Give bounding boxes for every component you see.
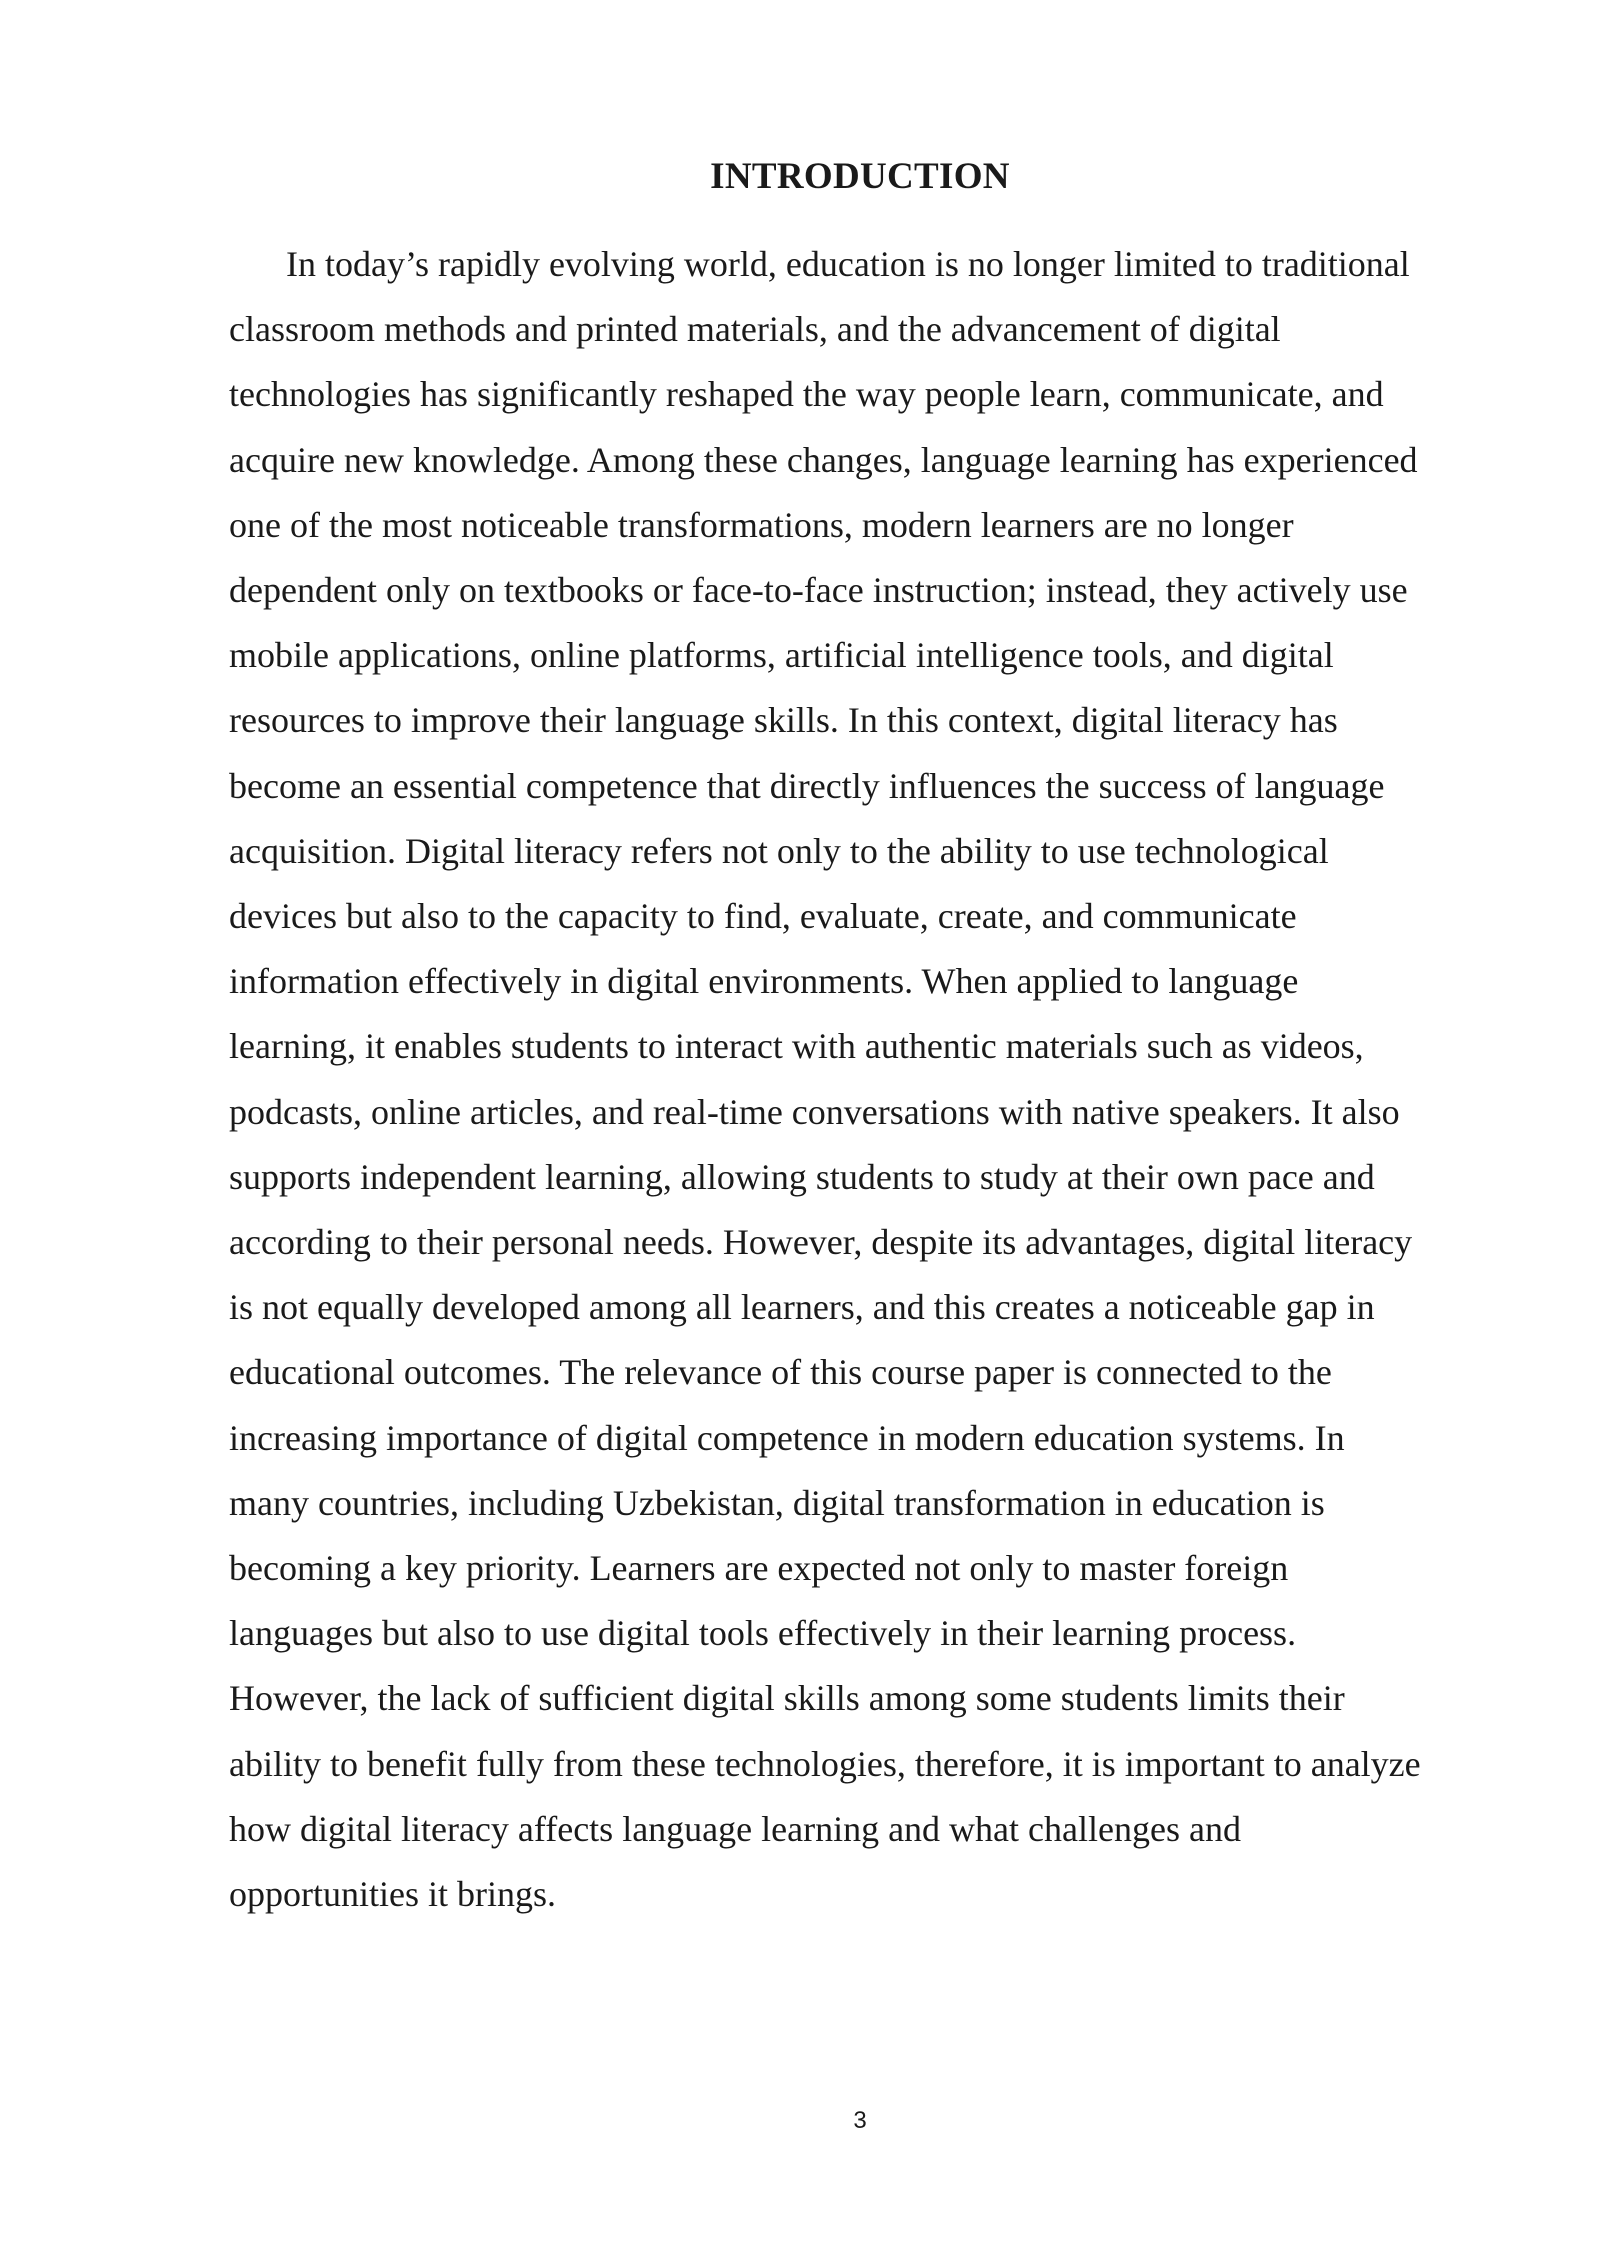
paragraph-line: educational outcomes. The relevance of this course paper is connected to the <box>229 1352 1332 1393</box>
paragraph-line: many countries, including Uzbekistan, digital transformation in education is <box>229 1482 1325 1523</box>
paragraph-line: mobile applications, online platforms, artificial intelligence tools, and digital <box>229 635 1334 676</box>
paragraph-line: according to their personal needs. However, despite its advantages, digital literacy <box>229 1222 1413 1263</box>
paragraph-line: becoming a key priority. Learners are expected not only to master foreign <box>229 1548 1289 1589</box>
paragraph-line: learning, it enables students to interact with authentic materials such as videos, <box>229 1026 1364 1067</box>
paragraph-line: ability to benefit fully from these technologies, therefore, it is important to analyze <box>229 1743 1421 1784</box>
paragraph-line: how digital literacy affects language learning and what challenges and <box>229 1808 1241 1849</box>
paragraph-line: However, the lack of sufficient digital skills among some students limits their <box>229 1678 1345 1719</box>
paragraph-line: acquire new knowledge. Among these changes, language learning has experienced <box>229 439 1418 480</box>
body-paragraph <box>229 232 1489 1927</box>
page-number: 3 <box>853 2107 867 2134</box>
section-heading: INTRODUCTION <box>710 156 1010 197</box>
paragraph-line: information effectively in digital environments. When applied to language <box>229 961 1299 1002</box>
paragraph-line: devices but also to the capacity to find, evaluate, create, and communicate <box>229 896 1297 937</box>
paragraph-line: dependent only on textbooks or face-to-face instruction; instead, they actively use <box>229 570 1408 611</box>
paragraph-line: technologies has significantly reshaped the way people learn, communicate, and <box>229 374 1384 415</box>
paragraph-line: languages but also to use digital tools effectively in their learning process. <box>229 1613 1297 1654</box>
paragraph-line: opportunities it brings. <box>229 1874 556 1915</box>
paragraph-line: classroom methods and printed materials, and the advancement of digital <box>229 309 1281 350</box>
paragraph-line: podcasts, online articles, and real-time conversations with native speakers. It also <box>229 1091 1400 1132</box>
paragraph-line: supports independent learning, allowing students to study at their own pace and <box>229 1156 1375 1197</box>
paragraph-line: one of the most noticeable transformations, modern learners are no longer <box>229 504 1294 545</box>
paragraph-line: become an essential competence that directly influences the success of language <box>229 765 1385 806</box>
paragraph-line: acquisition. Digital literacy refers not only to the ability to use technological <box>229 830 1329 871</box>
paragraph-line: is not equally developed among all learners, and this creates a noticeable gap in <box>229 1287 1375 1328</box>
paragraph-line: increasing importance of digital competence in modern education systems. In <box>229 1417 1345 1458</box>
paragraph-line: resources to improve their language skills. In this context, digital literacy has <box>229 700 1338 741</box>
paragraph-line: In today’s rapidly evolving world, education is no longer limited to traditional <box>286 244 1410 284</box>
